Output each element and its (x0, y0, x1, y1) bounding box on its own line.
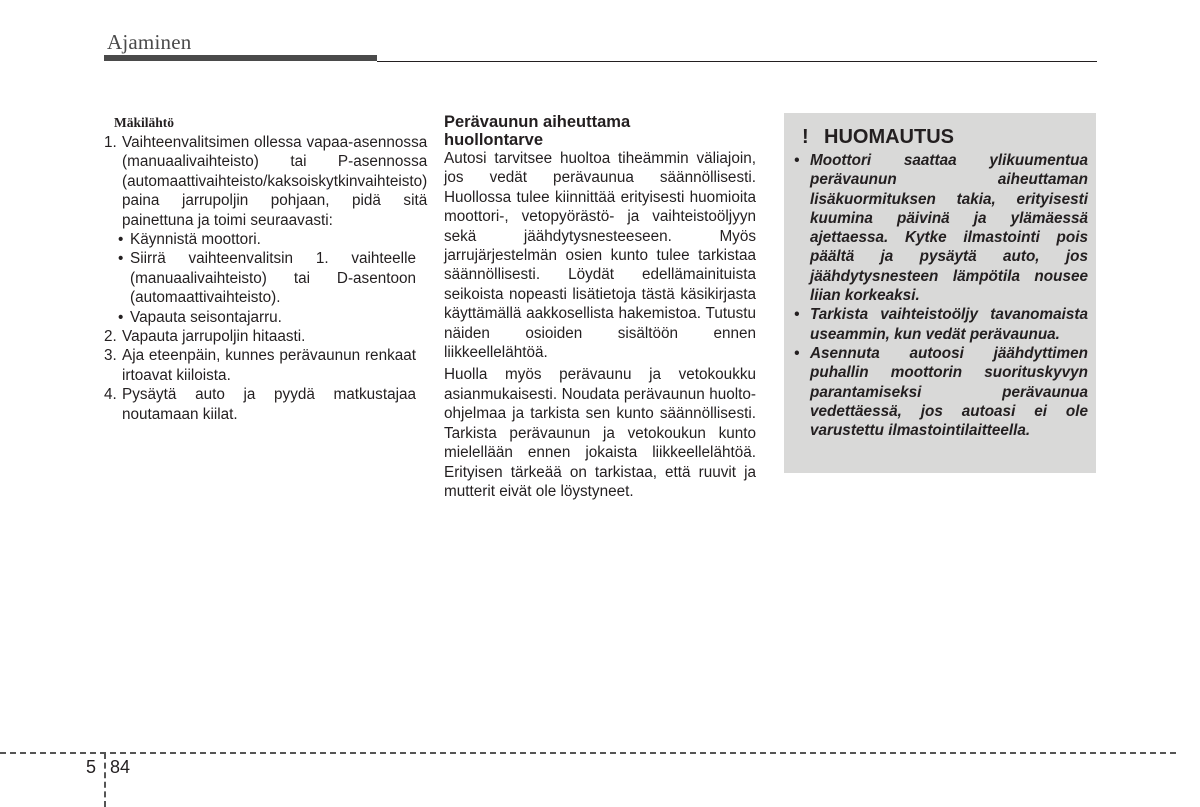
notice-item (794, 151, 1088, 305)
body-paragraph: Autosi tarvitsee huoltoa tiheämmin väliajoin, jos vedät perävaunua säännöllisesti. Huollossa tulee kiinnittää erityisesti huomioita moottori-, vetopyörästö- ja vaihteistoöljyyn sekä jäähdytysnesteeseen. Myös jarrujärjestelmän osien kunto tulee tarkistaa säännöllisesti. Löydät edellämainituista seikoista nopeasti lisätietoja tästä käsikirjasta käyttämällä aakkosellista hakemistoa. Tutustu näiden osioiden sisältöön ennen liikkeellelähtöä. (444, 150, 756, 362)
notice-title (802, 125, 954, 149)
item-text: Vapauta jarrupoljin hitaasti. (122, 328, 306, 346)
bullet-marker: • (118, 250, 124, 268)
bullet-item (104, 249, 416, 307)
notice-item-text: Asennuta autoosi jäähdyttimen puhallin moottorin suorituskyvyn parantamiseksi perävaunua vedettäessä, jos autoasi ei ole varustettu ilmastointilaitteella. (810, 344, 1088, 440)
left-column (104, 113, 428, 424)
body-paragraph: Huolla myös perävaunu ja vetokoukku asianmukaisesti. Noudata perävaunun huolto-ohjelmaa ja tarkista sen kunto säännöllisesti. Tarkista perävaunun ja vetokoukun kunto mielellään ennen jokaista liikkeellelähtöä. Erityisen tärkeää on tarkistaa, että ruuvit ja mutterit eivät ole löystyneet. (444, 366, 756, 500)
notice-title-text: HUOMAUTUS (824, 126, 954, 148)
exclamation-icon: ! (802, 126, 809, 148)
item-number: 3. (104, 347, 117, 365)
footer-dashed-divider (104, 753, 106, 807)
section-heading-line1: Perävaunun aiheuttama (444, 113, 631, 131)
item-number: 1. (104, 134, 117, 151)
numbered-item (104, 346, 416, 385)
notice-item (794, 344, 1088, 440)
notice-item-text: Moottori saattaa ylikuumentua perävaunun aiheuttaman lisäkuormituksen takia, erityisesti kuumina päivinä ja ylämäessä ajettaessa. Kytke ilmastointi pois päältä ja pysäytä auto, jos jäähdytysnesteen lämpötila nousee liian korkeaksi. (810, 152, 1088, 305)
bullet-marker: • (794, 344, 800, 362)
notice-box (784, 113, 1096, 473)
section-heading-line2: huollontarve (444, 131, 544, 149)
header-rule-thick (104, 55, 377, 61)
numbered-item (104, 327, 416, 346)
bullet-marker: • (118, 308, 124, 326)
footer-dashed-rule (0, 752, 1176, 754)
item-text: Käynnistä moottori. (130, 231, 261, 249)
bullet-marker: • (118, 231, 124, 249)
item-text: Aja eteenpäin, kunnes perävaunun renkaat irtoavat kiiloista. (122, 347, 416, 384)
item-number: 2. (104, 328, 117, 346)
section-label-makilahto: Mäkilähtö (114, 115, 175, 130)
item-number: 4. (104, 386, 117, 404)
item-text: Vapauta seisontajarru. (130, 308, 282, 326)
bullet-marker: • (794, 152, 800, 169)
page-number: 84 (110, 757, 131, 777)
page-header-title: Ajaminen (107, 30, 192, 54)
header-rule-thin (377, 61, 1097, 62)
notice-item (794, 305, 1088, 344)
middle-column (444, 113, 756, 504)
item-text: Siirrä vaihteenvalitsin 1. vaihteelle (manuaalivaihteisto) tai D-asentoon (automaattivaihteisto). (130, 250, 416, 307)
item-text: Vaihteenvalitsimen ollessa vapaa-asennossa (manuaalivaihteisto) tai P-asennossa (automaattivaihteisto/kaksoiskytkinvaihteisto) paina jarrupoljin pohjaan, pidä sitä painettuna ja toimi seuraavasti: (122, 134, 428, 229)
chapter-number: 5 (86, 757, 97, 777)
numbered-item (104, 133, 428, 230)
notice-item-text: Tarkista vaihteistoöljy tavanomaista useammin, kun vedät perävaunua. (810, 306, 1088, 343)
numbered-item (104, 385, 416, 424)
notice-list (794, 151, 1088, 440)
item-text: Pysäytä auto ja pyydä matkustajaa noutamaan kiilat. (122, 386, 416, 423)
bullet-marker: • (794, 306, 800, 324)
bullet-item (104, 230, 416, 249)
bullet-item (104, 308, 416, 327)
